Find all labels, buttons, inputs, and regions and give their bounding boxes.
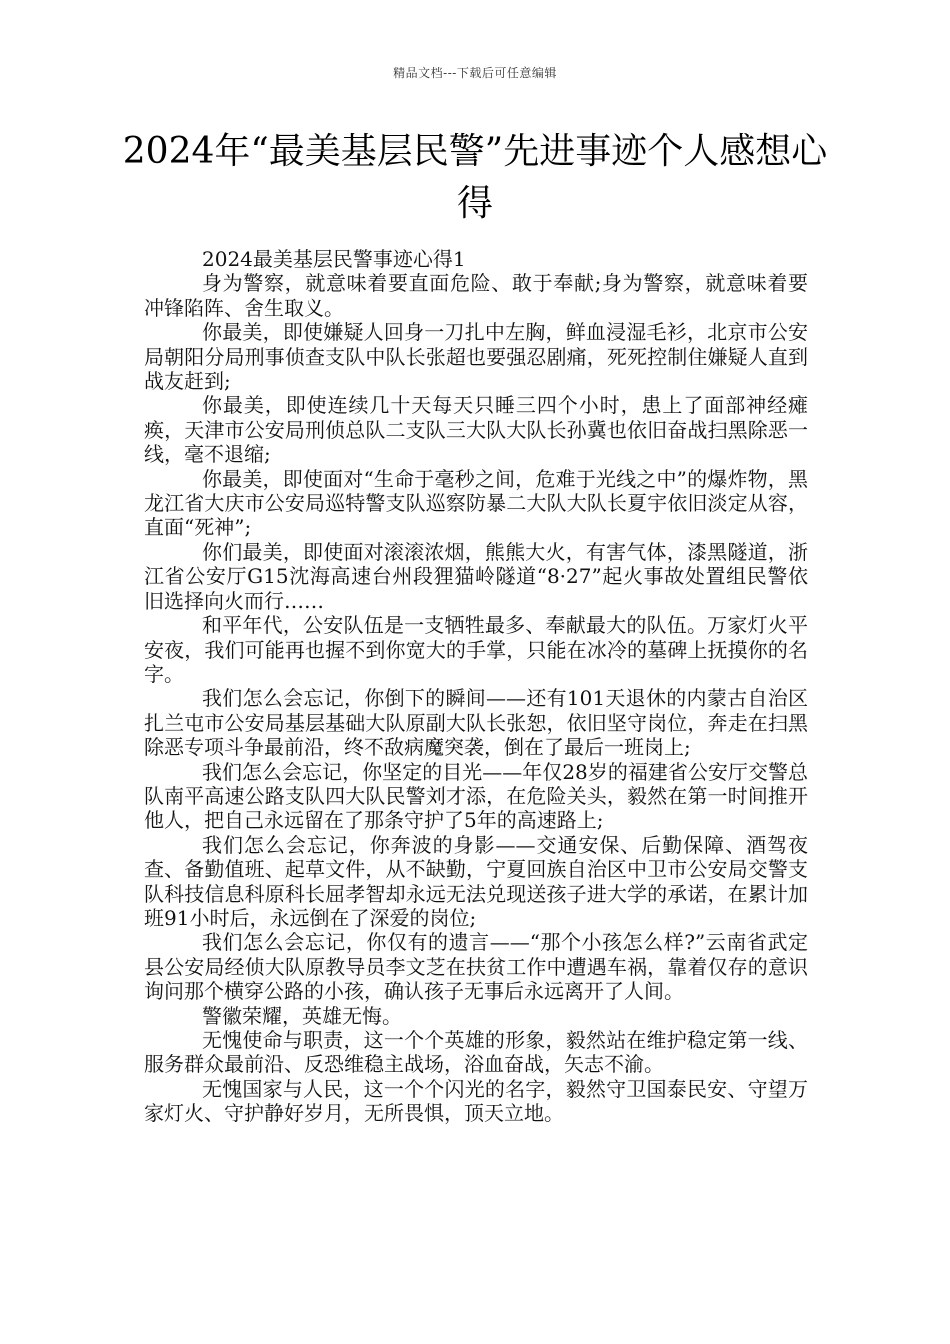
document-title: 2024年“最美基层民警”先进事迹个人感想心得 xyxy=(122,131,828,224)
paragraph: 你最美，即使连续几十天每天只睡三四个小时，患上了面部神经瘫痪，天津市公安局刑侦总队二支队三大队大队长孙冀也依旧奋战扫黑除恶一线，毫不退缩; xyxy=(144,393,808,467)
paragraph: 无愧使命与职责，这一个个英雄的形象，毅然站在维护稳定第一线、服务群众最前沿、反恐维稳主战场，浴血奋战，矢志不渝。 xyxy=(144,1028,808,1077)
page-header: 精品文档---下载后可任意编辑 xyxy=(393,66,557,80)
paragraph: 警徽荣耀，英雄无悔。 xyxy=(202,1003,402,1028)
paragraph: 和平年代，公安队伍是一支牺牲最多、奉献最大的队伍。万家灯火平安夜，我们可能再也握不到你宽大的手掌，只能在冰冷的墓碑上抚摸你的名字。 xyxy=(144,613,808,686)
paragraph-heading: 2024最美基层民警事迹心得1 xyxy=(202,247,466,271)
paragraph: 你最美，即使嫌疑人回身一刀扎中左胸，鲜血浸湿毛衫，北京市公安局朝阳分局刑事侦查支队中队长张超也要强忍剧痛，死死控制住嫌疑人直到战友赶到; xyxy=(144,320,808,394)
paragraph: 我们怎么会忘记，你坚定的目光——年仅28岁的福建省公安厅交警总队南平高速公路支队四大队民警刘才添，在危险关头，毅然在第一时间推开他人，把自己永远留在了那条守护了5年的高速路上; xyxy=(144,759,808,833)
paragraph: 无愧国家与人民，这一个个闪光的名字，毅然守卫国泰民安、守望万家灯火、守护静好岁月，无所畏惧，顶天立地。 xyxy=(144,1076,808,1126)
paragraph: 你最美，即使面对“生命于毫秒之间，危难于光线之中”的爆炸物，黑龙江省大庆市公安局巡特警支队巡察防暴二大队大队长夏宇依旧淡定从容，直面“死神”; xyxy=(144,466,808,540)
paragraph: 我们怎么会忘记，你倒下的瞬间——还有101天退休的内蒙古自治区扎兰屯市公安局基层基础大队原副大队长张恕，依旧坚守岗位，奔走在扫黑除恶专项斗争最前沿，终不敌病魔突袭，倒在了最后一班岗上; xyxy=(144,686,808,760)
paragraph: 身为警察，就意味着要直面危险、敢于奉献;身为警察，就意味着要冲锋陷阵、舍生取义。 xyxy=(144,271,808,320)
paragraph: 我们怎么会忘记，你奔波的身影——交通安保、后勤保障、酒驾夜查、备勤值班、起草文件，从不缺勤，宁夏回族自治区中卫市公安局交警支队科技信息科原科长屈孝智却永远无法兑现送孩子进大学的承诺，在累计加班91小时后，永远倒在了深爱的岗位; xyxy=(144,832,808,930)
paragraph: 你们最美，即使面对滚滚浓烟，熊熊大火，有害气体，漆黑隧道，浙江省公安厅G15沈海高速台州段狸猫岭隧道“8·27”起火事故处置组民警依旧选择向火而行…… xyxy=(144,539,808,613)
paragraph: 我们怎么会忘记，你仅有的遗言——“那个小孩怎么样?”云南省武定县公安局经侦大队原教导员李文芝在扶贫工作中遭遇车祸，靠着仅存的意识询问那个横穿公路的小孩，确认孩子无事后永远离开了人间。 xyxy=(144,930,808,1004)
document-body xyxy=(144,247,808,1126)
